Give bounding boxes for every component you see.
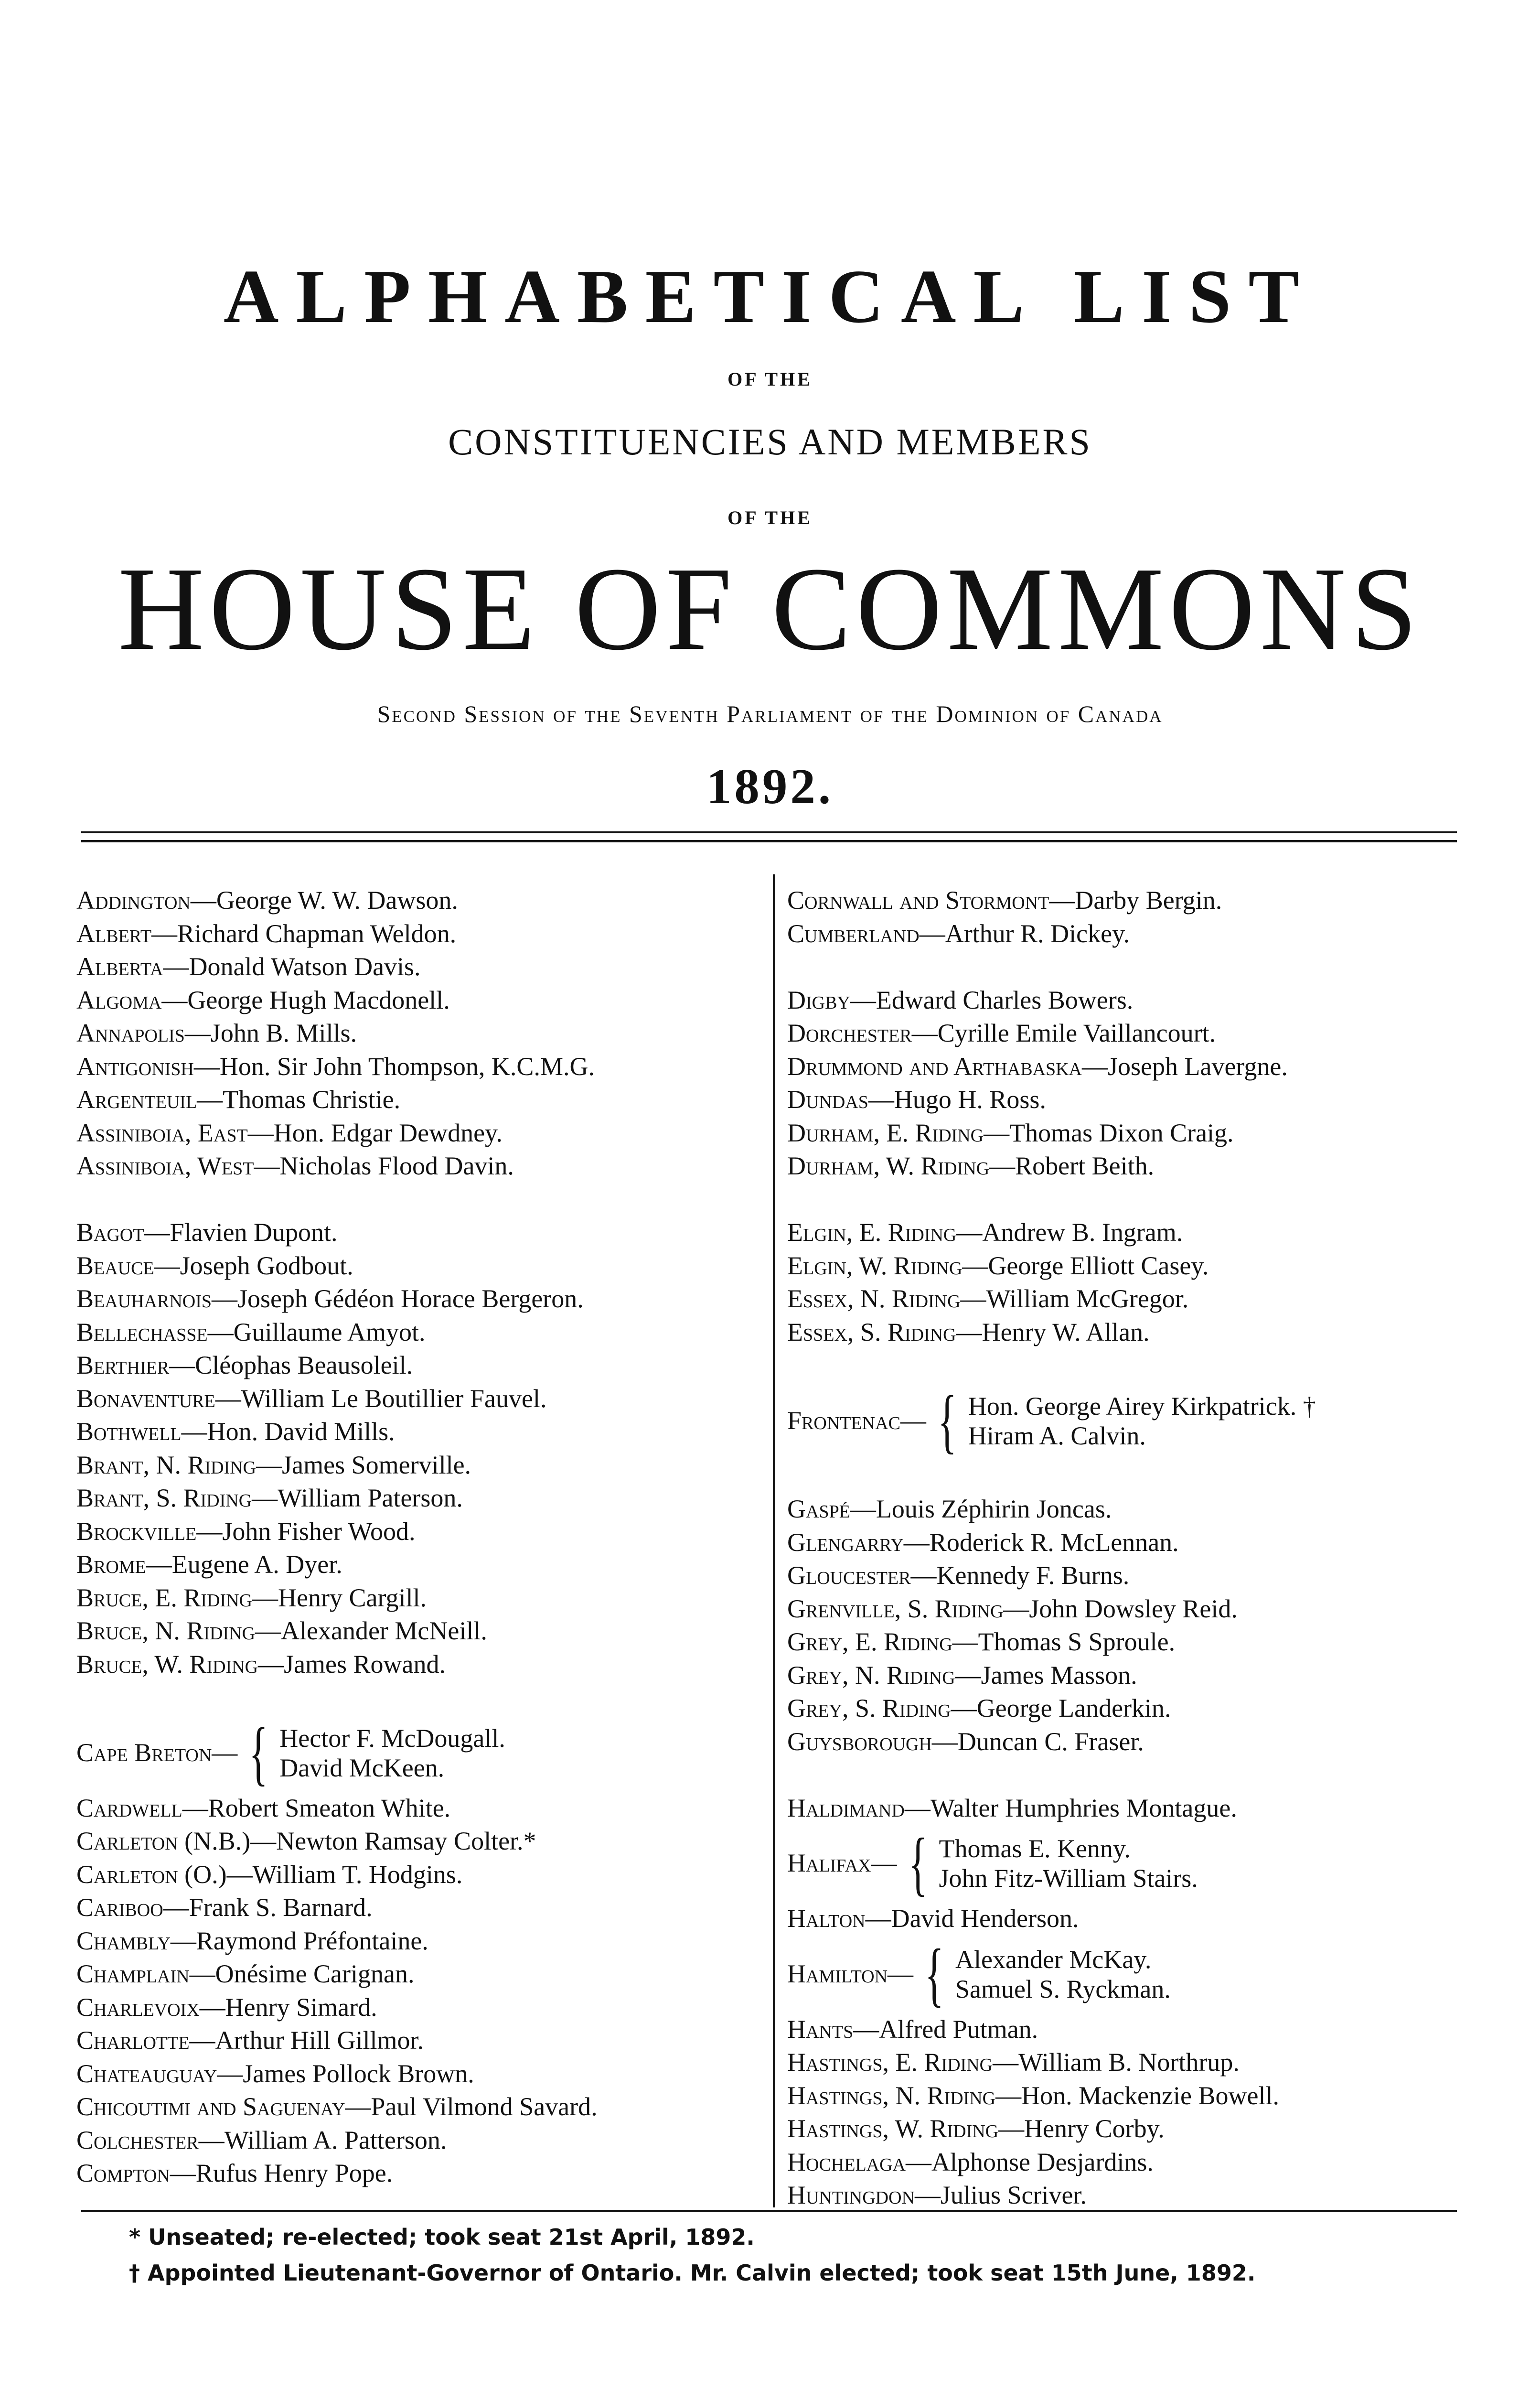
list-item	[76, 1449, 764, 1482]
list-item	[787, 1692, 1465, 1725]
constituency-name: Cape Breton—	[76, 1738, 238, 1767]
member-name: Henry Corby.	[1024, 2114, 1165, 2143]
constituency-name: Cornwall and Stormont—	[787, 886, 1075, 915]
member-name: Rufus Henry Pope.	[195, 2159, 393, 2187]
member-name: Henry W. Allan.	[982, 1317, 1150, 1346]
list-gap	[787, 1758, 1465, 1792]
member-name: George Elliott Casey.	[988, 1251, 1209, 1280]
member-name: Donald Watson Davis.	[189, 952, 421, 981]
constituency-name: Chicoutimi and Saguenay—	[76, 2092, 371, 2121]
constituency-name: Hastings, W. Riding—	[787, 2114, 1025, 2143]
member-name: Henry Cargill.	[278, 1583, 427, 1612]
list-item	[76, 917, 764, 951]
constituency-name: Brant, N. Riding—	[76, 1450, 282, 1479]
member-name: James Pollock Brown.	[243, 2059, 474, 2088]
constituency-name: Dundas—	[787, 1085, 894, 1114]
member-name: Hon. Edgar Dewdney.	[273, 1118, 503, 1147]
member-name: John Dowsley Reid.	[1029, 1594, 1238, 1623]
list-gap	[787, 1183, 1465, 1216]
list-item	[787, 1017, 1465, 1050]
member-name: Hon. David Mills.	[207, 1417, 395, 1446]
list-item	[76, 2157, 764, 2190]
constituency-name: Addington—	[76, 886, 216, 915]
of-the-label-1: OF THE	[727, 368, 813, 390]
list-item	[76, 884, 764, 917]
member-name: Arthur Hill Gillmor.	[215, 2026, 424, 2055]
constituency-name: Cariboo—	[76, 1893, 189, 1922]
right-column	[787, 884, 1465, 2212]
list-gap	[76, 1681, 764, 1714]
list-item	[787, 1559, 1465, 1593]
member-name: Joseph Gédéon Horace Bergeron.	[237, 1284, 584, 1313]
list-item	[76, 1482, 764, 1515]
constituency-name: Hochelaga—	[787, 2147, 931, 2176]
footnote-unseated: * Unseated; re-elected; took seat 21st April, 1892.	[129, 2224, 755, 2250]
right-list-a	[787, 884, 1465, 1382]
constituency-name: Brockville—	[76, 1517, 223, 1546]
list-item	[76, 1316, 764, 1349]
list-item	[76, 1825, 764, 1858]
entry-halifax	[787, 1824, 1465, 1903]
header-rule-thick	[81, 840, 1457, 842]
member-name: Frank S. Barnard.	[189, 1893, 373, 1922]
list-gap	[787, 950, 1465, 984]
member-name: Nicholas Flood Davin.	[279, 1151, 514, 1180]
member-name: Joseph Godbout.	[180, 1251, 353, 1280]
list-item	[787, 1792, 1465, 1825]
list-gap	[787, 1460, 1465, 1493]
list-item	[76, 1216, 764, 1249]
member-name: Cyrille Emile Vaillancourt.	[937, 1019, 1216, 1047]
list-item	[76, 984, 764, 1017]
list-item	[787, 1625, 1465, 1659]
constituency-name: Argenteuil—	[76, 1085, 223, 1114]
list-item	[787, 1150, 1465, 1183]
list-item	[787, 1493, 1465, 1526]
constituency-name: Assiniboia, West—	[76, 1151, 280, 1180]
list-item	[787, 1659, 1465, 1692]
list-item	[76, 1515, 764, 1549]
constituency-name: Gaspé—	[787, 1495, 876, 1523]
constituency-name: Algoma—	[76, 985, 188, 1014]
constituency-name: Brant, S. Riding—	[76, 1484, 278, 1512]
constituency-name: Beauce—	[76, 1251, 180, 1280]
list-item	[787, 2179, 1465, 2212]
member-name: Cléophas Beausoleil.	[195, 1351, 413, 1379]
constituency-name: Grey, E. Riding—	[787, 1627, 978, 1656]
constituency-name: Bagot—	[76, 1218, 170, 1247]
constituency-name: Bruce, N. Riding—	[76, 1616, 281, 1645]
member-name: Hon. Sir John Thompson, K.C.M.G.	[219, 1052, 595, 1081]
list-item	[787, 2079, 1465, 2113]
constituency-name: Frontenac—	[787, 1406, 926, 1435]
list-item	[76, 1083, 764, 1117]
constituency-name: Bothwell—	[76, 1417, 207, 1446]
constituency-name: Bruce, W. Riding—	[76, 1649, 284, 1679]
member-name: Edward Charles Bowers.	[876, 985, 1134, 1014]
brace-glyph: {	[925, 1934, 944, 2014]
member-name: George W. W. Dawson.	[216, 886, 458, 915]
constituency-name: Essex, N. Riding—	[787, 1284, 986, 1313]
constituency-name: Digby—	[787, 985, 876, 1014]
brace-glyph: {	[938, 1381, 957, 1461]
entry-frontenac	[787, 1381, 1465, 1461]
list-item	[76, 1858, 764, 1892]
member-name: Guillaume Amyot.	[233, 1317, 426, 1346]
member-name: Walter Humphries Montague.	[930, 1793, 1237, 1822]
constituency-name: Assiniboia, East—	[76, 1118, 274, 1147]
member-name: Kennedy F. Burns.	[936, 1561, 1130, 1590]
member-name: Samuel S. Ryckman.	[955, 1974, 1171, 2003]
constituency-name: Antigonish—	[76, 1052, 220, 1081]
list-item	[76, 1648, 764, 1681]
member-name: Hon. Mackenzie Bowell.	[1021, 2081, 1279, 2110]
member-name: Hector F. McDougall.	[279, 1723, 505, 1753]
member-name: Arthur R. Dickey.	[945, 919, 1130, 948]
list-item	[76, 1415, 764, 1449]
constituency-name: Halifax—	[787, 1849, 897, 1878]
list-item	[787, 2013, 1465, 2046]
member-name: Alexander McNeill.	[281, 1616, 487, 1645]
list-item	[787, 1282, 1465, 1316]
member-name: Paul Vilmond Savard.	[371, 2092, 598, 2121]
member-name: David Henderson.	[891, 1904, 1079, 1933]
list-item	[787, 1083, 1465, 1117]
brace-glyph: {	[249, 1713, 268, 1793]
member-name: William Le Boutillier Fauvel.	[241, 1384, 547, 1413]
header-rule-thin	[81, 831, 1457, 833]
page-subtitle: CONSTITUENCIES AND MEMBERS	[448, 421, 1092, 463]
list-item	[787, 1902, 1465, 1936]
left-list-b	[76, 1792, 764, 2190]
constituency-name: Hastings, N. Riding—	[787, 2081, 1022, 2110]
list-item	[787, 2112, 1465, 2146]
member-name: Julius Scriver.	[940, 2181, 1087, 2209]
page-title-line-1: ALPHABETICAL LIST	[223, 254, 1317, 339]
constituency-name: Guysborough—	[787, 1727, 958, 1756]
constituency-name: Charlotte—	[76, 2026, 215, 2055]
left-column	[76, 884, 764, 2190]
member-name: William McGregor.	[986, 1284, 1189, 1313]
member-name: Alexander McKay.	[955, 1945, 1152, 1974]
list-item	[76, 1150, 764, 1183]
of-the-label-2: OF THE	[727, 507, 813, 528]
list-item	[76, 2057, 764, 2091]
list-item	[76, 1117, 764, 1150]
list-item	[787, 1249, 1465, 1283]
constituency-name: Grey, S. Riding—	[787, 1694, 977, 1722]
member-name: Thomas Dixon Craig.	[1009, 1118, 1234, 1147]
member-name: Alfred Putman.	[879, 2014, 1038, 2044]
member-name: William A. Patterson.	[224, 2125, 447, 2154]
constituency-name: Alberta—	[76, 952, 189, 981]
constituency-name: Bellechasse—	[76, 1317, 234, 1346]
constituency-name: Bonaventure—	[76, 1384, 241, 1413]
member-name: Alphonse Desjardins.	[931, 2147, 1154, 2176]
list-item	[76, 1050, 764, 1084]
footer-rule	[81, 2210, 1457, 2212]
list-gap	[787, 1349, 1465, 1382]
session-line: Second Session of the Seventh Parliament of the Dominion of Canada	[377, 700, 1163, 727]
list-item	[787, 1216, 1465, 1249]
left-list-a	[76, 884, 764, 1714]
constituency-name: Haldimand—	[787, 1793, 930, 1822]
list-item	[76, 1925, 764, 1958]
list-item	[76, 1582, 764, 1615]
year-label: 1892.	[706, 758, 834, 814]
constituency-name: Albert—	[76, 919, 178, 948]
constituency-name: Essex, S. Riding—	[787, 1317, 982, 1346]
list-item	[787, 984, 1465, 1017]
member-name: James Masson.	[981, 1660, 1137, 1690]
member-name: James Somerville.	[282, 1450, 471, 1479]
constituency-name: Bruce, E. Riding—	[76, 1583, 278, 1612]
constituency-name: Compton—	[76, 2159, 196, 2187]
list-item	[76, 1548, 764, 1582]
member-name: William T. Hodgins.	[252, 1860, 463, 1889]
member-name: Roderick R. McLennan.	[929, 1528, 1179, 1557]
member-name: Onésime Carignan.	[215, 1959, 415, 1988]
page-title-line-2: HOUSE OF COMMONS	[118, 543, 1422, 675]
constituency-name: Hastings, E. Riding—	[787, 2048, 1019, 2077]
constituency-name: Beauharnois—	[76, 1284, 238, 1313]
member-name: George Hugh Macdonell.	[187, 985, 450, 1014]
member-name: Louis Zéphirin Joncas.	[876, 1495, 1112, 1523]
list-item	[787, 1725, 1465, 1759]
list-item	[76, 2024, 764, 2057]
member-name: Raymond Préfontaine.	[196, 1926, 428, 1955]
list-item	[76, 1017, 764, 1050]
member-name: Hugo H. Ross.	[894, 1085, 1046, 1114]
constituency-name: Durham, W. Riding—	[787, 1151, 1016, 1180]
list-item	[787, 2046, 1465, 2079]
member-name: Hon. George Airey Kirkpatrick. †	[968, 1391, 1316, 1420]
list-item	[76, 1382, 764, 1416]
list-item	[787, 1316, 1465, 1349]
member-name: John B. Mills.	[210, 1019, 357, 1047]
member-name: Richard Chapman Weldon.	[177, 919, 457, 948]
constituency-name: Huntingdon—	[787, 2181, 941, 2209]
entry-cape-breton	[76, 1713, 764, 1793]
right-list-c	[787, 1902, 1465, 1936]
constituency-name: Colchester—	[76, 2125, 225, 2154]
constituency-name: Grenville, S. Riding—	[787, 1594, 1029, 1623]
right-list-d	[787, 2013, 1465, 2212]
member-name: Thomas S Sproule.	[978, 1627, 1176, 1656]
column-divider	[773, 874, 775, 2207]
list-item	[76, 1958, 764, 1991]
constituency-name: Chambly—	[76, 1926, 196, 1955]
member-name: David McKeen.	[279, 1753, 445, 1782]
list-item	[787, 884, 1465, 917]
constituency-name: Grey, N. Riding—	[787, 1660, 981, 1690]
member-name: Andrew B. Ingram.	[982, 1218, 1183, 1247]
list-item	[787, 1526, 1465, 1560]
list-item	[76, 950, 764, 984]
member-name: John Fisher Wood.	[222, 1517, 416, 1546]
list-item	[787, 917, 1465, 951]
member-name: Robert Smeaton White.	[208, 1793, 451, 1822]
constituency-name: Halton—	[787, 1904, 891, 1933]
member-name: Robert Beith.	[1015, 1151, 1155, 1180]
constituency-name: Elgin, W. Riding—	[787, 1251, 988, 1280]
member-name: Thomas E. Kenny.	[939, 1834, 1131, 1863]
list-item	[76, 1282, 764, 1316]
constituency-name: Elgin, E. Riding—	[787, 1218, 983, 1247]
member-name: James Rowand.	[284, 1649, 446, 1679]
constituency-name: Dorchester—	[787, 1019, 938, 1047]
constituency-name: Durham, E. Riding—	[787, 1118, 1010, 1147]
constituency-name: Hants—	[787, 2014, 879, 2044]
list-item	[76, 1349, 764, 1382]
constituency-name: Annapolis—	[76, 1019, 211, 1047]
member-name: Darby Bergin.	[1075, 886, 1222, 915]
entry-hamilton	[787, 1934, 1465, 2014]
member-name: Thomas Christie.	[223, 1085, 401, 1114]
list-item	[787, 1050, 1465, 1084]
member-name: John Fitz-William Stairs.	[939, 1864, 1198, 1893]
list-item	[76, 2090, 764, 2124]
list-item	[76, 1891, 764, 1925]
list-gap	[76, 1183, 764, 1216]
list-item	[76, 1614, 764, 1648]
list-item	[76, 1249, 764, 1283]
right-list-b	[787, 1460, 1465, 1825]
member-name: Joseph Lavergne.	[1108, 1052, 1288, 1081]
footnote-lieutenant-governor: † Appointed Lieutenant-Governor of Ontario. Mr. Calvin elected; took seat 15th June, 1892.	[129, 2260, 1256, 2286]
member-name: Flavien Dupont.	[170, 1218, 338, 1247]
constituency-name: Berthier—	[76, 1351, 195, 1379]
constituency-name: Brome—	[76, 1550, 172, 1579]
member-name: Henry Simard.	[225, 1992, 377, 2022]
constituency-name: Cardwell—	[76, 1793, 208, 1822]
member-name: George Landerkin.	[976, 1694, 1171, 1722]
constituency-name: Chateauguay—	[76, 2059, 243, 2088]
constituency-name: Gloucester—	[787, 1561, 937, 1590]
constituency-name: Champlain—	[76, 1959, 215, 1988]
constituency-name: Charlevoix—	[76, 1992, 225, 2022]
list-item	[76, 2124, 764, 2157]
member-name: Newton Ramsay Colter.*	[276, 1827, 536, 1855]
list-item	[787, 1593, 1465, 1626]
list-item	[76, 1991, 764, 2024]
list-item	[787, 2146, 1465, 2179]
constituency-name: Hamilton—	[787, 1959, 914, 1988]
constituency-name: Cumberland—	[787, 919, 945, 948]
member-name: Eugene A. Dyer.	[171, 1550, 342, 1579]
constituency-name: Carleton (O.)—	[76, 1860, 253, 1889]
member-name: William B. Northrup.	[1018, 2048, 1240, 2077]
member-name: Duncan C. Fraser.	[957, 1727, 1144, 1756]
constituency-name: Carleton (N.B.)—	[76, 1827, 277, 1855]
member-name: Hiram A. Calvin.	[968, 1421, 1146, 1450]
list-item	[76, 1792, 764, 1825]
member-name: William Paterson.	[278, 1484, 463, 1512]
list-item	[787, 1117, 1465, 1150]
constituency-name: Glengarry—	[787, 1528, 930, 1557]
brace-glyph: {	[908, 1824, 928, 1903]
constituency-name: Drummond and Arthabaska—	[787, 1052, 1108, 1081]
